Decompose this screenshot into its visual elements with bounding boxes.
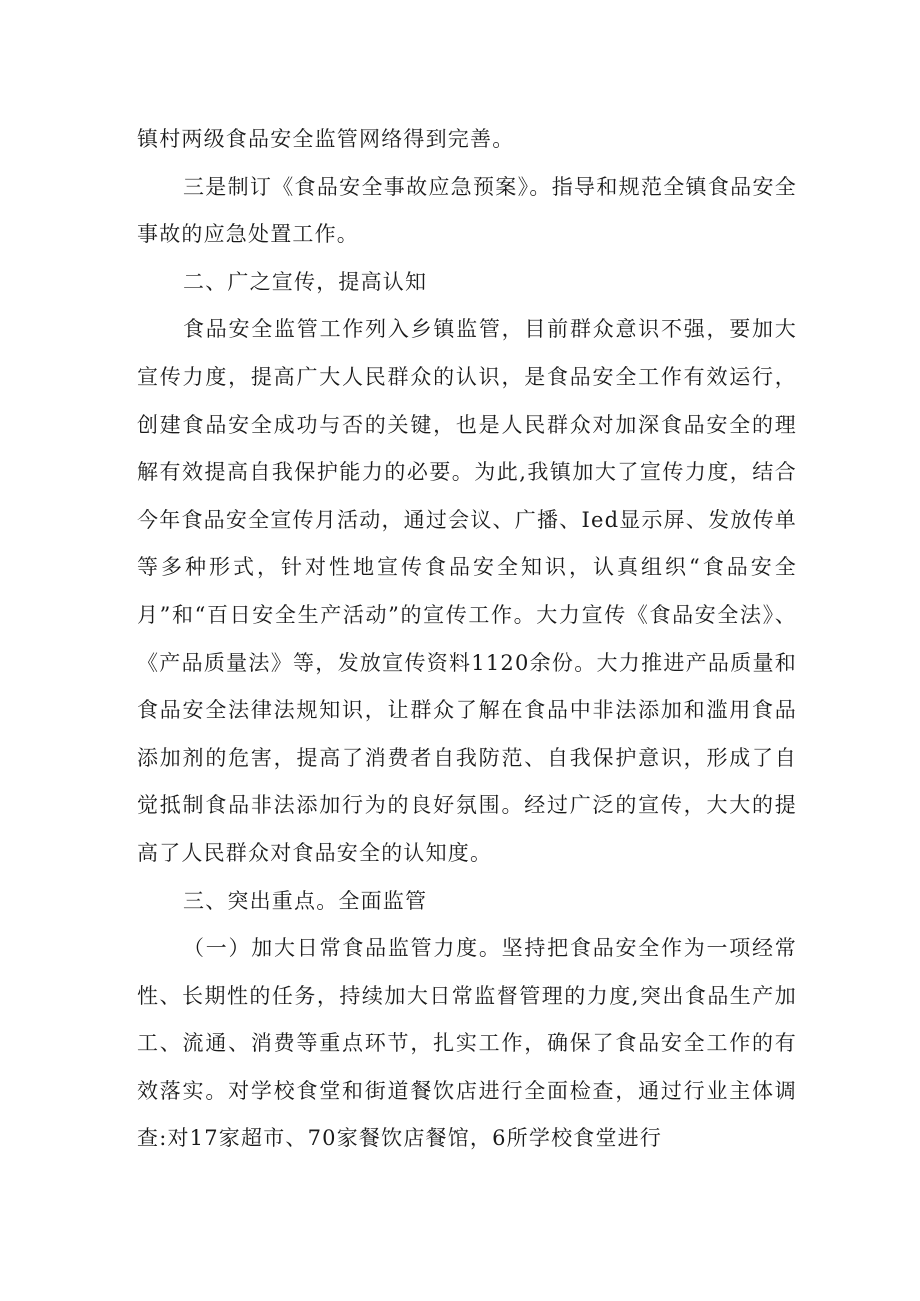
paragraph-intro-continuation: 镇村两级食品安全监管网络得到完善。 xyxy=(137,127,515,151)
paragraph-daily-supervision: （一）加大日常食品监管力度。坚持把食品安全作为一项经常性、长期性的任务，持续加大日常监督管理的力度,突出食品生产加工、流通、消费等重点环节，扎实工作，确保了食品安全工作的有效落实。对学校食堂和街道餐饮店进行全面检查，通过行业主体调查:对17家超市、70家餐饮店餐馆，6所学校食堂进行 xyxy=(137,936,797,1151)
section-heading-supervision: 三、突出重点。全面监管 xyxy=(183,888,428,913)
paragraph-publicity: 食品安全监管工作列入乡镇监管，目前群众意识不强，要加大宣传力度，提高广大人民群众的认识，是食品安全工作有效运行，创建食品安全成功与否的关键，也是人民群众对加深食品安全的理解有效提高自我保护能力的必要。为此,我镇加大了宣传力度，结合今年食品安全宣传月活动，通过会议、广播、Ied显示屏、发放传单等多种形式，针对性地宣传食品安全知识，认真组织“食品安全月”和“百日安全生产活动”的宣传工作。大力宣传《食品安全法》、《产品质量法》等，发放宣传资料1120余份。大力推进产品质量和食品安全法律法规知识，让群众了解在食品中非法添加和滥用食品添加剂的危害，提高了消费者自我防范、自我保护意识，形成了自觉抵制食品非法添加行为的良好氛围。经过广泛的宣传，大大的提高了人民群众对食品安全的认知度。 xyxy=(137,317,797,865)
document-body xyxy=(137,116,797,1163)
paragraph-emergency-plan: 三是制订《食品安全事故应急预案》。指导和规范全镇食品安全事故的应急处置工作。 xyxy=(137,174,797,247)
section-heading-publicity: 二、广之宣传，提高认知 xyxy=(183,269,428,294)
